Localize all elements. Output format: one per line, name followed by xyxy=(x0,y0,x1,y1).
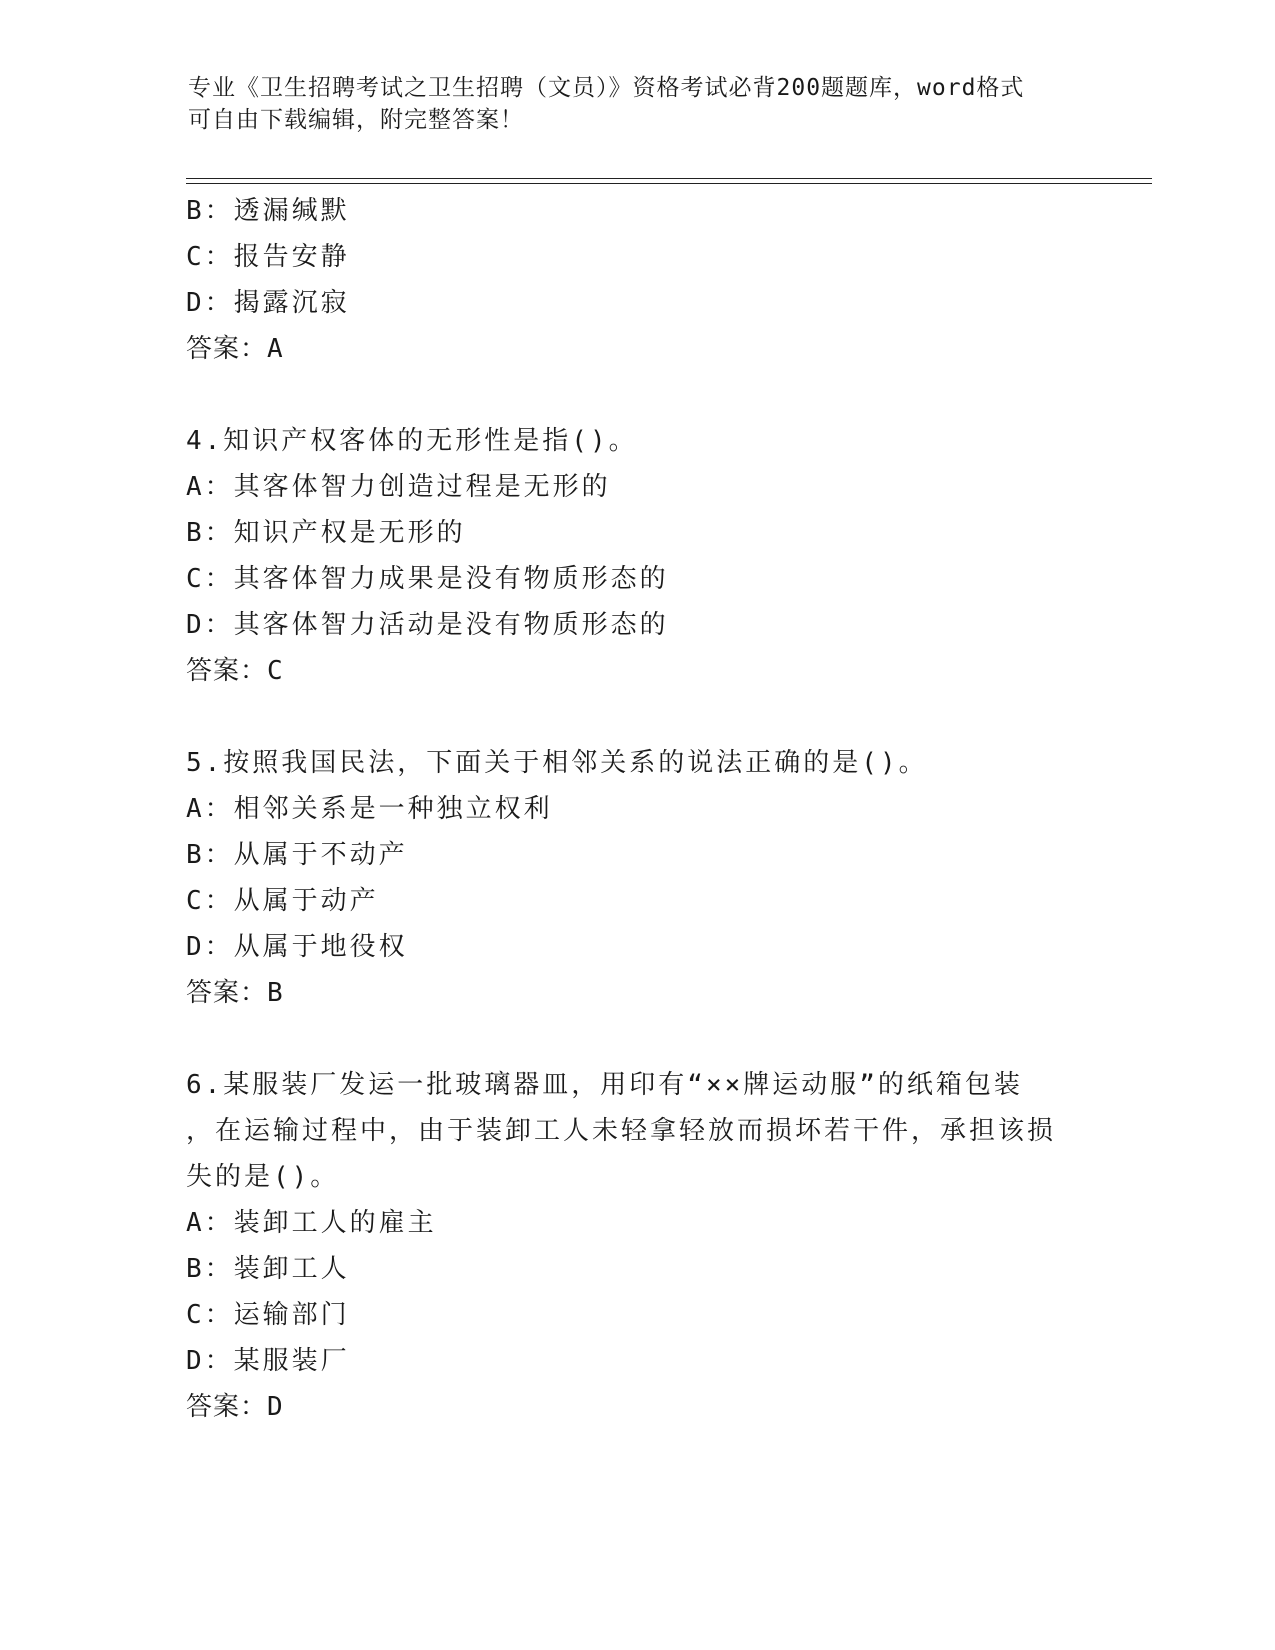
question-stem-line-3: 失的是()。 xyxy=(186,1162,340,1192)
option-b: B：透漏缄默 xyxy=(186,196,350,226)
option-d: D：其客体智力活动是没有物质形态的 xyxy=(186,610,669,640)
answer-line xyxy=(186,648,1106,694)
header-divider-bottom xyxy=(186,183,1152,184)
answer-value: A xyxy=(267,334,284,364)
answer-line xyxy=(186,1384,1106,1430)
option-b: B：知识产权是无形的 xyxy=(186,518,466,548)
option-c: C：从属于动产 xyxy=(186,886,379,916)
question-stem: 4.知识产权客体的无形性是指()。 xyxy=(186,426,638,456)
option-b: B：从属于不动产 xyxy=(186,840,408,870)
answer-value: B xyxy=(267,978,284,1008)
answer-line xyxy=(186,970,1106,1016)
question-6 xyxy=(186,1062,1106,1430)
option-d: D：揭露沉寂 xyxy=(186,288,350,318)
header-line-1: 专业《卫生招聘考试之卫生招聘（文员）》资格考试必背200题题库，word格式 xyxy=(188,75,1025,101)
answer-line xyxy=(186,326,1106,372)
option-a: A：装卸工人的雇主 xyxy=(186,1208,437,1238)
question-4 xyxy=(186,418,1106,694)
option-c: C：其客体智力成果是没有物质形态的 xyxy=(186,564,669,594)
answer-label: 答案： xyxy=(186,656,268,686)
question-stem-line-1: 6.某服装厂发运一批玻璃器皿，用印有“××牌运动服”的纸箱包装 xyxy=(186,1070,1023,1100)
question-5 xyxy=(186,740,1106,1016)
spacer xyxy=(186,694,1106,740)
question-stem: 5.按照我国民法，下面关于相邻关系的说法正确的是()。 xyxy=(186,748,928,778)
answer-value: D xyxy=(267,1392,284,1422)
option-a: A：相邻关系是一种独立权利 xyxy=(186,794,553,824)
answer-value: C xyxy=(267,656,284,686)
option-c: C：运输部门 xyxy=(186,1300,350,1330)
header-line-2: 可自由下载编辑，附完整答案！ xyxy=(188,107,524,133)
option-c: C：报告安静 xyxy=(186,242,350,272)
document-header xyxy=(188,72,1068,136)
spacer xyxy=(186,1016,1106,1062)
spacer xyxy=(186,372,1106,418)
answer-label: 答案： xyxy=(186,978,268,1008)
question-3-continued xyxy=(186,188,1106,372)
header-divider-top xyxy=(186,178,1152,179)
option-b: B：装卸工人 xyxy=(186,1254,350,1284)
answer-label: 答案： xyxy=(186,334,268,364)
option-d: D：某服装厂 xyxy=(186,1346,350,1376)
option-a: A：其客体智力创造过程是无形的 xyxy=(186,472,611,502)
answer-label: 答案： xyxy=(186,1392,268,1422)
option-d: D：从属于地役权 xyxy=(186,932,408,962)
question-list xyxy=(186,188,1106,1430)
question-stem-line-2: ，在运输过程中，由于装卸工人未轻拿轻放而损坏若干件，承担该损 xyxy=(186,1116,1057,1146)
